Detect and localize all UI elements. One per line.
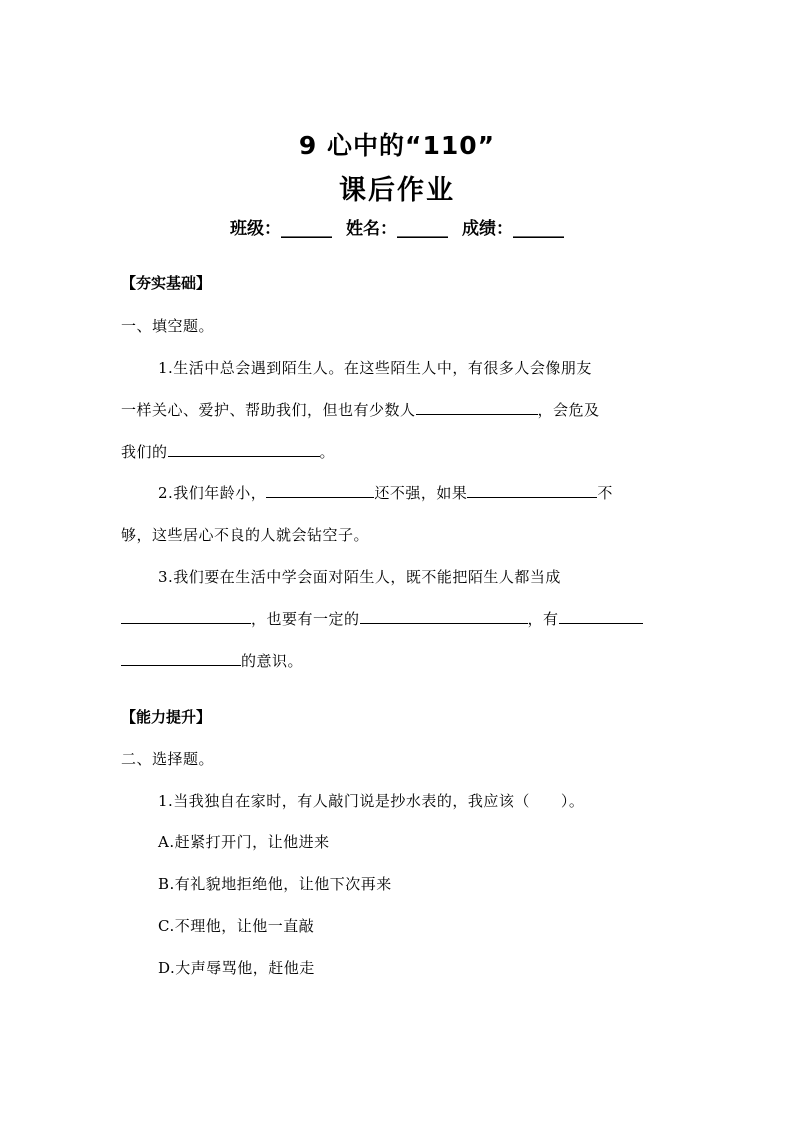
mc-option-d[interactable]: D.大声辱骂他，赶他走: [158, 959, 315, 977]
q1-blank-1[interactable]: [416, 399, 538, 415]
q1-blank-2[interactable]: [168, 441, 320, 457]
q3-blank-2[interactable]: [360, 608, 528, 624]
q1-line2-tail: ，会危及: [537, 401, 600, 419]
q2-line1-mid: 还不强，如果: [374, 484, 468, 502]
name-label: 姓名：: [346, 219, 397, 239]
section-heading-basics: 【夯实基础】: [121, 274, 212, 292]
page-subtitle: 课后作业: [339, 175, 455, 206]
q1-line1: 1.生活中总会遇到陌生人。在这些陌生人中，有很多人会像朋友: [158, 359, 592, 377]
mc-option-c[interactable]: C.不理他，让他一直敲: [158, 917, 315, 935]
q3-blank-3-cont[interactable]: [121, 650, 241, 666]
q2-blank-2[interactable]: [467, 482, 597, 498]
q2-line1: [158, 482, 613, 503]
part-multiple-choice: 二、选择题。: [121, 750, 215, 768]
q3-line3-tail: 的意识。: [241, 652, 304, 670]
q3-line1: 3.我们要在生活中学会面对陌生人，既不能把陌生人都当成: [158, 568, 561, 586]
q3-line2: [121, 608, 643, 629]
section-heading-ability: 【能力提升】: [121, 708, 212, 726]
mc-q1-text: 1.当我独自在家时，有人敲门说是抄水表的，我应该（ ）。: [158, 792, 585, 810]
q1-line2: [121, 399, 600, 420]
q3-line2-mid: ，有: [527, 610, 559, 628]
q2-blank-1[interactable]: [266, 482, 374, 498]
mc-option-a[interactable]: A.赶紧打开门，让他进来: [158, 833, 330, 851]
q3-blank-3[interactable]: [559, 608, 643, 624]
q1-line3: [121, 441, 335, 462]
name-blank: ______: [397, 219, 448, 239]
score-label: 成绩：: [462, 219, 513, 239]
part-fill-in: 一、填空题。: [121, 317, 215, 335]
q1-line3-tail: 。: [319, 443, 336, 461]
mc-option-b[interactable]: B.有礼貌地拒绝他，让他下次再来: [158, 875, 392, 893]
q3-blank-1[interactable]: [121, 608, 251, 624]
score-blank: ______: [513, 219, 564, 239]
student-info-line: [0, 214, 794, 239]
q2-line1-text: 2.我们年龄小，: [158, 484, 267, 502]
q1-line3-text: 我们的: [121, 443, 168, 461]
q2-line1-tail: 不: [597, 484, 613, 502]
q1-line2-text: 一样关心、爱护、帮助我们，但也有少数人: [121, 401, 416, 419]
q2-line2: 够，这些居心不良的人就会钻空子。: [121, 526, 370, 544]
q3-line3: [121, 650, 303, 671]
page-title: 9 心中的“110”: [298, 131, 496, 160]
class-label: 班级：: [230, 219, 281, 239]
q3-line2-text: ，也要有一定的: [251, 610, 360, 628]
class-blank: ______: [281, 219, 332, 239]
